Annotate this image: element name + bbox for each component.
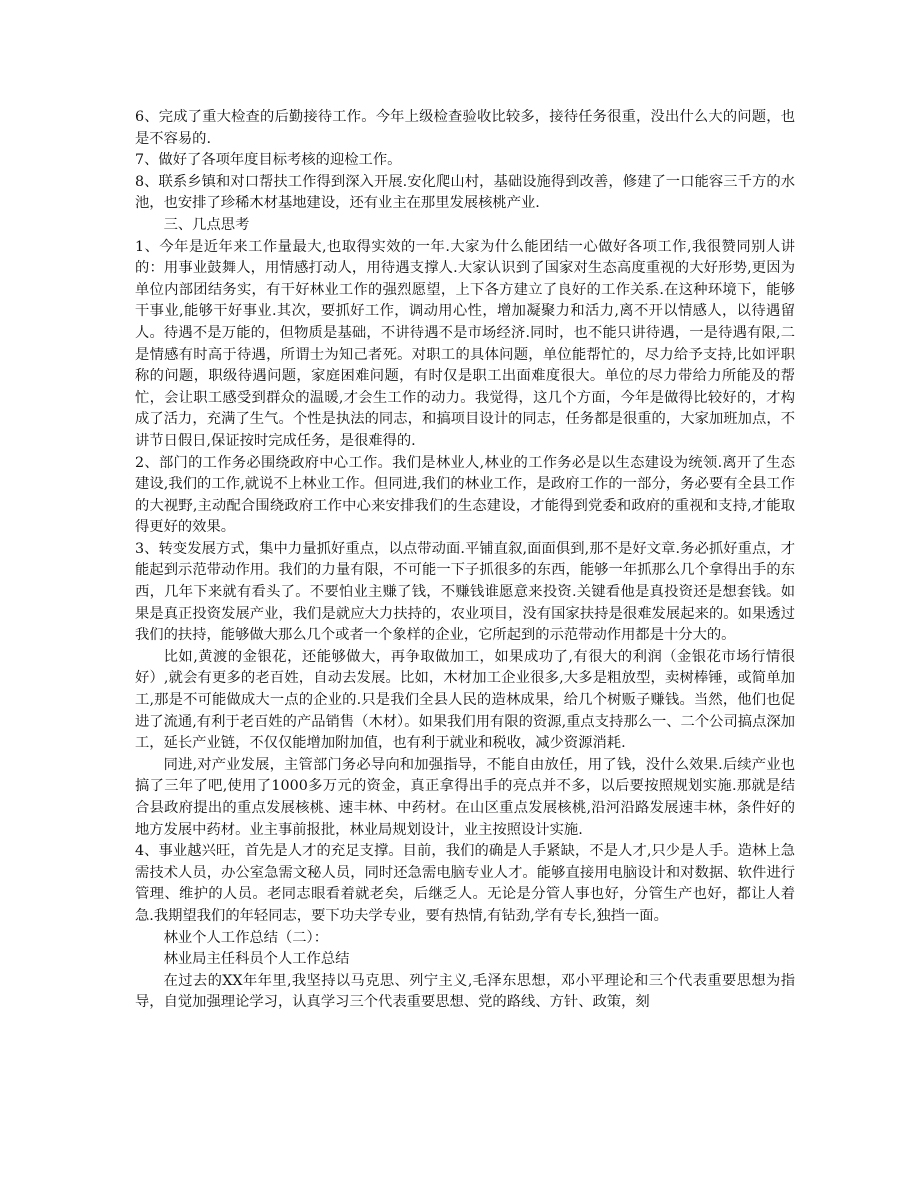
paragraph-thought-3: 3、转变发展方式，集中力量抓好重点，以点带动面.平铺直叙,面面俱到,那不是好文章.务必抓好重点，才能起到示范带动作用。我们的力量有限，不可能一下子抓很多的东西，能够一年抓那么几个拿得出手的东西，几年下来就有看头了。不要怕业主赚了钱，不赚钱谁愿意来投资.关键看他是真投资还是想套钱。如果是真正投资发展产业，我们是就应大力扶持的，农业项目，没有国家扶持是很难发展起来的。如果透过我们的扶持，能够做大那么几个或者一个象样的企业，它所起到的示范带动作用都是十分大的。 [135,540,795,644]
paragraph-intro: 在过去的XX年年里,我坚持以马克思、列宁主义,毛泽东思想，邓小平理论和三个代表重要思想为指导，自觉加强理论学习，认真学习三个代表重要思想、党的路线、方针、政策，刻 [135,972,795,1011]
paragraph-example: 比如,黄渡的金银花，还能够做大，再争取做加工，如果成功了,有很大的利润（金银花市场行情很好）,就会有更多的老百姓，自动去发展。比如，木材加工企业很多,大多是粗放型，卖树棒锤，或简单加工,那是不可能做成大一点的企业的.只是我们全县人民的造林成果，给几个树贩子赚钱。当然，他们也促进了流通,有利于老百姓的产品销售（木材）。如果我们用有限的资源,重点支持那么一、二个公司搞点深加工，延长产业链，不仅仅能增加附加值，也有利于就业和税收，减少资源消耗. [135,648,795,752]
subtitle-summary-title: 林业局主任科员个人工作总结 [163,951,350,968]
paragraph-thought-4: 4、事业越兴旺，首先是人才的充足支撑。目前，我们的确是人手紧缺，不是人才,只少是人手。造林上急需技术人员，办公室急需文秘人员，同时还急需电脑专业人才。能够直接用电脑设计和对数据、软件进行管理、维护的人员。老同志眼看着就老矣，后继乏人。无论是分管人事也好，分管生产也好，都让人着急.我期望我们的年轻同志，要下功夫学专业，要有热情,有钻劲,学有专长,独挡一面。 [135,843,795,924]
document-body [135,107,795,1014]
paragraph-item-7: 7、做好了各项年度目标考核的迎检工作。 [135,152,402,169]
paragraph-item-8: 8、联系乡镇和对口帮扶工作得到深入开展.安化爬山村，基础设施得到改善，修建了一口能容三千方的水池，也安排了珍稀木材基地建设，还有业主在那里发展核桃产业. [135,173,795,212]
subtitle-summary-two: 林业个人工作总结（二）： [163,929,329,946]
paragraph-item-6: 6、完成了重大检查的后勤接待工作。今年上级检查验收比较多，接待任务很重，没出什么大的问题，也是不容易的. [135,109,795,147]
paragraph-thought-2: 2、部门的工作务必围绕政府中心工作。我们是林业人,林业的工作务必是以生态建设为统领.离开了生态建设,我们的工作,就说不上林业工作。但同进,我们的林业工作，是政府工作的一部分，务必要有全县工作的大视野,主动配合围绕政府工作中心来安排我们的生态建设，才能得到党委和政府的重视和支持,才能取得更好的效果。 [135,454,795,536]
paragraph-guidance: 同进,对产业发展，主管部门务必导向和加强指导，不能自由放任，用了钱，没什么效果.后续产业也搞了三年了吧,使用了1000多万元的资金，真正拿得出手的亮点并不多，以后要按照规划实施.那就是结合县政府提出的重点发展核桃、速丰林、中药材。在山区重点发展核桃,沿河沿路发展速丰林，条件好的地方发展中药材。业主事前报批，林业局规划设计，业主按照设计实施. [135,756,795,838]
section-heading-thoughts: 三、几点思考 [163,216,250,233]
paragraph-thought-1: 1、今年是近年来工作量最大,也取得实效的一年.大家为什么能团结一心做好各项工作,我很赞同别人讲的：用事业鼓舞人，用情感打动人，用待遇支撑人.大家认识到了国家对生态高度重视的大好形势,更因为单位内部团结务实，有干好林业工作的强烈愿望，上下各方建立了良好的工作关系.在这种环境下，能够干事业,能够干好事业.其次，要抓好工作，调动用心性，增加凝聚力和活力,离不开以情感人，以待遇留人。待遇不是万能的，但物质是基础，不讲待遇不是市场经济.同时，也不能只讲待遇，一是待遇有限,二是情感有时高于待遇，所谓士为知己者死。对职工的具体问题，单位能帮忙的，尽力给予支持,比如评职称的问题，职级待遇问题，家庭困难问题，有时仅是职工出面难度很大。单位的尽力带给力所能及的帮忙，会让职工感受到群众的温暖,才会生工作的动力。我觉得，这几个方面，今年是做得比较好的，才构成了活力，充满了生气。个性是执法的同志，和搞项目设计的同志，任务都是很重的，大家加班加点，不讲节日假日,保证按时完成任务，是很难得的. [135,238,795,449]
